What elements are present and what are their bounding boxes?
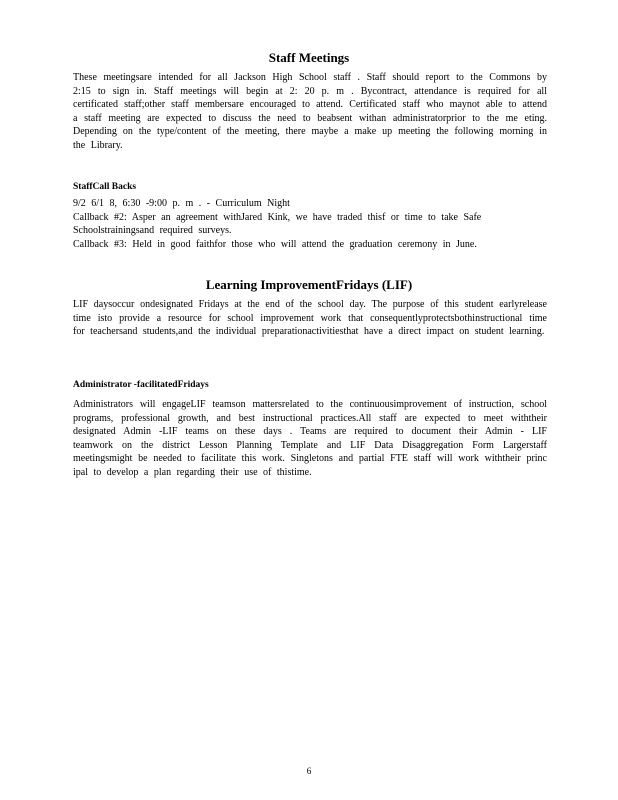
staff-meetings-title: Staff Meetings	[268, 50, 350, 65]
lif-title: Learning ImprovementFridays (LIF)	[205, 277, 413, 292]
staff-callbacks-list	[73, 197, 553, 251]
lif-paragraph: LIF daysoccur ondesignated Fridays at the end of the school day. The purpose of this student earlyrelease time isto provide a resource for school improvement work that consequentlyprotectsbothinstructional time for teachersand students,and the individual preparationactivitiesthat have a direct impact on student learning.	[73, 299, 547, 338]
staff-callbacks-heading: StaffCall Backs	[73, 182, 137, 192]
callback-line: Callback #2: Asper an agreement withJared Kink, we have traded thisf or time to take Safe	[73, 211, 482, 223]
page-number: 6	[306, 766, 312, 776]
staff-meetings-paragraph: These meetingsare intended for all Jackson High School staff . Staff should report to the Commons by 2:15 to sign in. Staff meetings will begin at 2: 20 p. m . Bycontract, attendance is required for all certificated staff;other staff membersare encouraged to attend. Certificated staff who maynot able to attend a staff meeting are expected to discuss the need to beabsent withan administratorprior to the me eting. Depending on the type/content of the meeting, there maybe a make up meeting the following morning in the Library.	[73, 72, 547, 151]
callback-line: Schoolstrainingsand required surveys.	[73, 225, 232, 237]
callback-line: 9/2 6/1 8, 6:30 -9:00 p. m . - Curriculum Night	[73, 198, 290, 209]
admin-lif-paragraph: Administrators will engageLIF teamson mattersrelated to the continuousimprovement of instruction, school programs, professional growth, and best instructional practices.All staff are expected to meet withtheir designated Admin -LIF teams on these days . Teams are required to document their Admin - LIF teamwork on the district Lesson Planning Template and LIF Data Disaggregation Form Largerstaff meetingsmight be needed to facilitate this work. Singletons and partial FTE staff will work withtheir princ ipal to develop a plan regarding their use of thistime.	[73, 399, 547, 478]
admin-lif-heading: Administrator -facilitatedFridays	[73, 380, 209, 390]
callback-line: Callback #3: Held in good faithfor those who will attend the graduation ceremony in June.	[73, 238, 477, 250]
